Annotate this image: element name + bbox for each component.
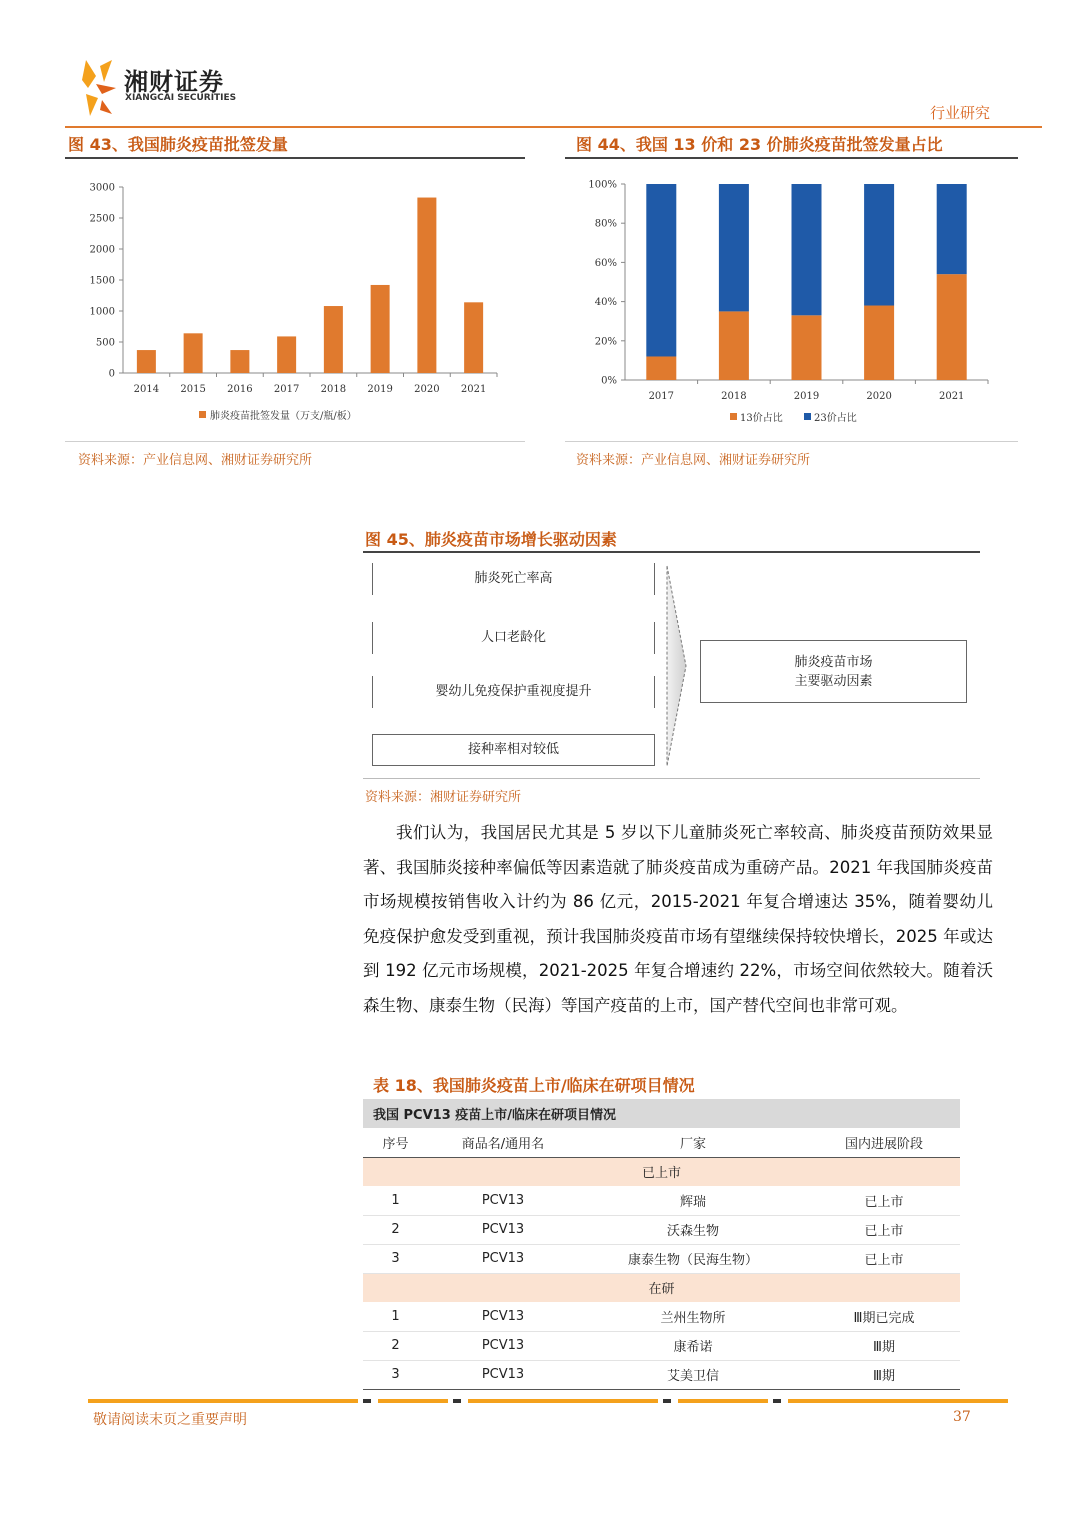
cell: 已上市 [808,1215,960,1244]
x-tick-label: 2019 [793,391,820,402]
col-header: 厂家 [578,1128,808,1157]
page-number: 37 [953,1409,971,1425]
factor-box-4 [372,734,655,766]
y-tick-label: 20% [594,336,617,348]
y-tick-label: 0% [601,375,617,387]
cell: PCV13 [428,1302,578,1331]
cell: 辉瑞 [578,1186,808,1215]
logo-mark-icon [82,58,118,118]
footer-decor-bar [88,1399,1008,1403]
brand-name: 湘财证券 [124,68,224,96]
fig44-source: 资料来源：产业信息网、湘财证券研究所 [576,453,811,468]
legend-label: 肺炎疫苗批签发量（万支/瓶/板） [210,411,357,422]
fig45-title-rule [363,551,980,553]
legend-label: 23价占比 [814,413,857,424]
stacked-bar-segment [646,356,676,380]
factor-label: 接种率相对较低 [467,742,559,757]
y-tick-label: 100% [588,179,617,191]
col-header: 国内进展阶段 [808,1128,960,1157]
company-logo [82,58,118,118]
bar [324,306,343,373]
cell: 2 [363,1331,428,1360]
x-tick-label: 2021 [938,391,965,402]
fig45-source: 资料来源：湘财证券研究所 [365,790,522,805]
stacked-bar-segment [792,315,822,380]
section-label: 已上市 [363,1157,960,1186]
col-header: 序号 [363,1128,428,1157]
cell: 已上市 [808,1186,960,1215]
x-tick-label: 2020 [866,391,892,402]
fig44-title: 图 44、我国 13 价和 23 价肺炎疫苗批签发量占比 [576,135,943,154]
x-tick-label: 2016 [227,384,253,395]
stacked-bar-segment [864,184,894,306]
cell: PCV13 [428,1360,578,1389]
fig44-chart [565,165,1018,440]
factor-box-2 [372,622,655,654]
header-rule [65,126,1042,128]
table-row [363,1186,960,1215]
x-tick-label: 2021 [460,384,487,395]
x-tick-label: 2017 [273,384,300,395]
section-row-rd [363,1273,960,1302]
cell: PCV13 [428,1331,578,1360]
col-header: 商品名/通用名 [428,1128,578,1157]
legend-swatch [804,413,811,420]
fig45-title: 图 45、肺炎疫苗市场增长驱动因素 [365,530,617,549]
cell: Ⅲ期 [808,1331,960,1360]
bar [230,350,249,373]
factor-label: 婴幼儿免疫保护重视度提升 [435,684,592,699]
fig45-result-box [700,640,967,703]
y-tick-label: 2000 [89,244,115,256]
cell: 1 [363,1186,428,1215]
table-header-row [363,1128,960,1157]
stacked-bar-segment [864,306,894,380]
cell: 2 [363,1215,428,1244]
table-row [363,1360,960,1389]
cell: 艾美卫信 [578,1360,808,1389]
cell: 已上市 [808,1244,960,1273]
table-row [363,1302,960,1331]
cell: 康泰生物（民海生物） [578,1244,808,1273]
bar [464,302,483,373]
section-label: 在研 [363,1273,960,1302]
fig43-title: 图 43、我国肺炎疫苗批签发量 [68,135,288,154]
cell: 3 [363,1360,428,1389]
factor-box-1 [372,563,655,595]
stacked-bar-segment [646,184,676,356]
cell: PCV13 [428,1244,578,1273]
bar [417,198,436,373]
bar [137,350,156,373]
result-line-1: 肺炎疫苗市场 [794,655,873,670]
fig45-bottom-rule [363,778,980,779]
fig43-source: 资料来源：产业信息网、湘财证券研究所 [78,453,313,468]
table-row [363,1244,960,1273]
body-paragraph [363,816,993,1023]
legend-swatch [199,411,206,418]
cell: 1 [363,1302,428,1331]
bar [184,333,203,373]
y-tick-label: 0 [108,368,115,380]
footer-disclaimer: 敬请阅读末页之重要声明 [93,1412,247,1428]
y-tick-label: 60% [594,257,617,269]
fig44-title-rule [565,157,1018,159]
table-caption: 我国 PCV13 疫苗上市/临床在研项目情况 [363,1099,960,1128]
fig43-title-rule [65,157,525,159]
y-tick-label: 2500 [89,213,115,225]
cell: Ⅲ期 [808,1360,960,1389]
y-tick-label: 1500 [89,275,115,287]
x-tick-label: 2018 [721,391,747,402]
stacked-bar-segment [719,184,749,311]
factor-label: 人口老龄化 [480,630,546,645]
stacked-bar-segment [937,274,967,380]
x-tick-label: 2018 [320,384,347,395]
fig43-chart [65,165,525,440]
cell: PCV13 [428,1215,578,1244]
table18-title: 表 18、我国肺炎疫苗上市/临床在研项目情况 [373,1076,695,1095]
table18 [363,1099,960,1390]
y-tick-label: 40% [594,297,617,309]
brand-english: XIANGCAI SECURITIES [125,93,237,103]
result-line-2: 主要驱动因素 [794,674,873,689]
body-text: 我们认为，我国居民尤其是 5 岁以下儿童肺炎死亡率较高、肺炎疫苗预防效果显著、我国肺炎接种率偏低等因素造就了肺炎疫苗成为重磅产品。2021 年我国肺炎疫苗市场规模按销售收入计约为 86 亿元，2015-2021 年复合增速达 35%，随着婴幼儿免疫保护愈发受到重视，预计我国肺炎疫苗市场有望继续保持较快增长，2025 年或达到 192 亿元市场规模，2021-2025 年复合增速约 22%，市场空间依然较大。随着沃森生物、康泰生物（民海）等国产疫苗的上市，国产替代空间也非常可观。 [363,823,993,1015]
fig45-arrow [664,565,688,767]
section-row-listed [363,1157,960,1186]
cell: PCV13 [428,1186,578,1215]
x-tick-label: 2019 [367,384,393,395]
y-tick-label: 80% [594,218,617,230]
stacked-bar-segment [792,184,822,315]
cell: 兰州生物所 [578,1302,808,1331]
y-tick-label: 1000 [89,306,115,318]
x-tick-label: 2014 [133,384,160,395]
factor-box-3 [372,676,655,708]
x-tick-label: 2017 [648,391,675,402]
y-tick-label: 500 [95,337,115,349]
bar [371,285,390,373]
y-tick-label: 3000 [89,182,115,194]
x-tick-label: 2020 [414,384,440,395]
fig43-bottom-rule [65,441,525,442]
x-tick-label: 2015 [180,384,206,395]
section-label: 行业研究 [930,104,991,122]
table-row [363,1215,960,1244]
cell: Ⅲ期已完成 [808,1302,960,1331]
factor-label: 肺炎死亡率高 [474,571,553,586]
legend-swatch [730,413,737,420]
bar [277,336,296,373]
legend-label: 13价占比 [740,413,783,424]
fig44-bottom-rule [565,441,1018,442]
table-caption-row [363,1099,960,1128]
table-row [363,1331,960,1360]
stacked-bar-segment [937,184,967,274]
cell: 3 [363,1244,428,1273]
stacked-bar-segment [719,311,749,380]
cell: 沃森生物 [578,1215,808,1244]
cell: 康希诺 [578,1331,808,1360]
